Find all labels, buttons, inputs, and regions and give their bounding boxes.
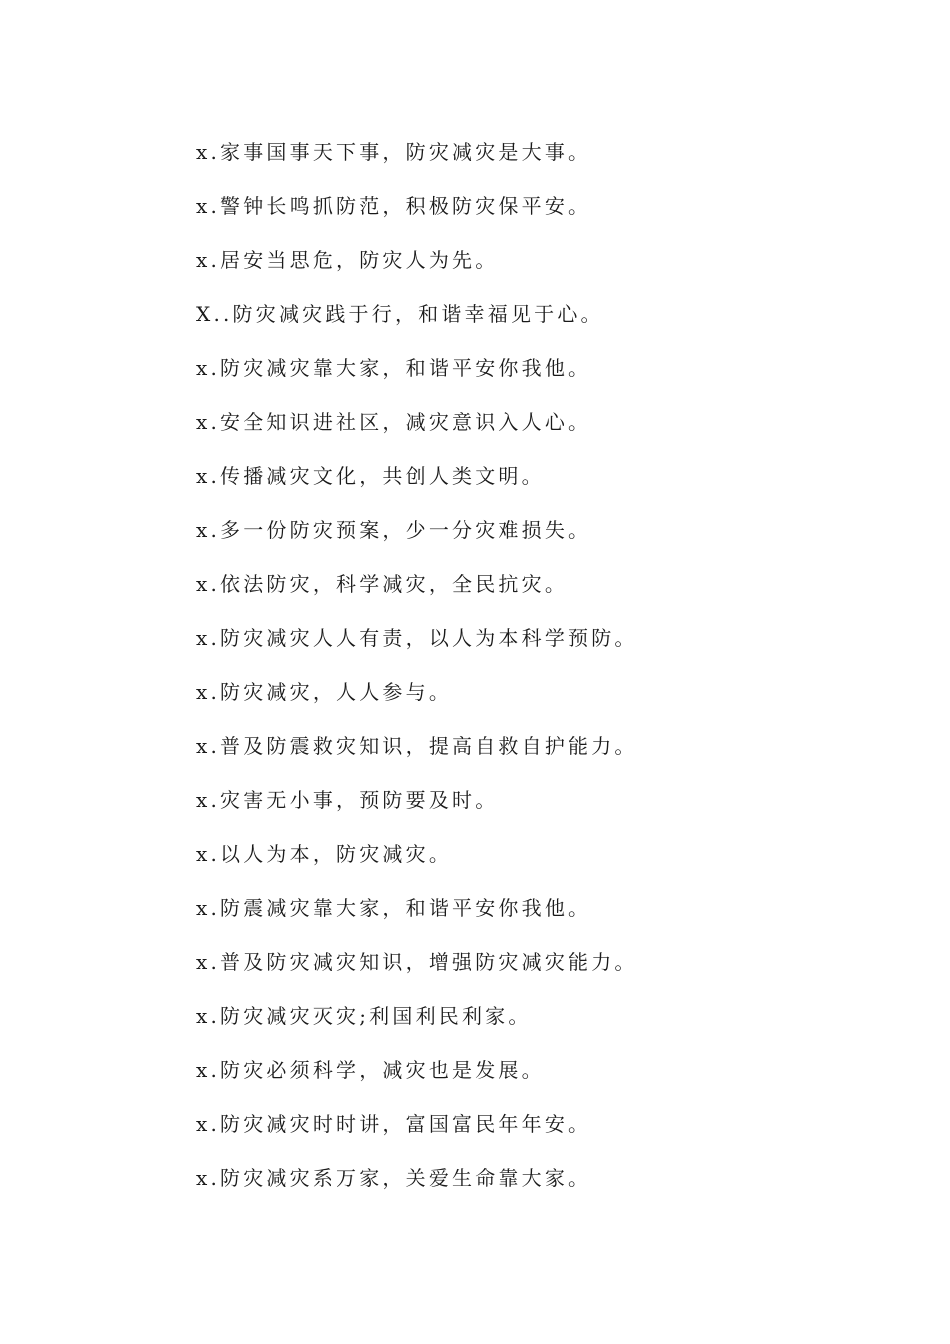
- slogan-line: x.防灾减灾灭灾;利国利民利家。: [196, 1004, 532, 1028]
- slogan-line: x.家事国事天下事，防灾减灾是大事。: [196, 140, 592, 164]
- slogan-line: x.警钟长鸣抓防范，积极防灾保平安。: [196, 194, 592, 218]
- slogan-line: x.普及防震救灾知识，提高自救自护能力。: [196, 734, 638, 758]
- slogan-line: x.防灾减灾系万家，关爱生命靠大家。: [196, 1166, 592, 1190]
- slogan-line: x.防灾减灾，人人参与。: [196, 680, 453, 704]
- slogan-line: x.灾害无小事，预防要及时。: [196, 788, 499, 812]
- slogan-list: [196, 136, 638, 1216]
- slogan-line: x.依法防灾，科学减灾，全民抗灾。: [196, 572, 569, 596]
- slogan-line: x.多一份防灾预案，少一分灾难损失。: [196, 518, 592, 542]
- slogan-line: x.防灾必须科学，减灾也是发展。: [196, 1058, 545, 1082]
- slogan-line: x.居安当思危，防灾人为先。: [196, 248, 499, 272]
- slogan-line: x.普及防灾减灾知识，增强防灾减灾能力。: [196, 950, 638, 974]
- slogan-line: x.防灾减灾人人有责，以人为本科学预防。: [196, 626, 638, 650]
- slogan-line: x.以人为本，防灾减灾。: [196, 842, 453, 866]
- slogan-line: x.传播减灾文化，共创人类文明。: [196, 464, 545, 488]
- slogan-line: x.防震减灾靠大家，和谐平安你我他。: [196, 896, 592, 920]
- slogan-line: x.安全知识进社区，减灾意识入人心。: [196, 410, 592, 434]
- slogan-line: x.防灾减灾靠大家，和谐平安你我他。: [196, 356, 592, 380]
- slogan-line: x.防灾减灾时时讲，富国富民年年安。: [196, 1112, 592, 1136]
- slogan-line: X..防灾减灾践于行，和谐幸福见于心。: [196, 302, 604, 326]
